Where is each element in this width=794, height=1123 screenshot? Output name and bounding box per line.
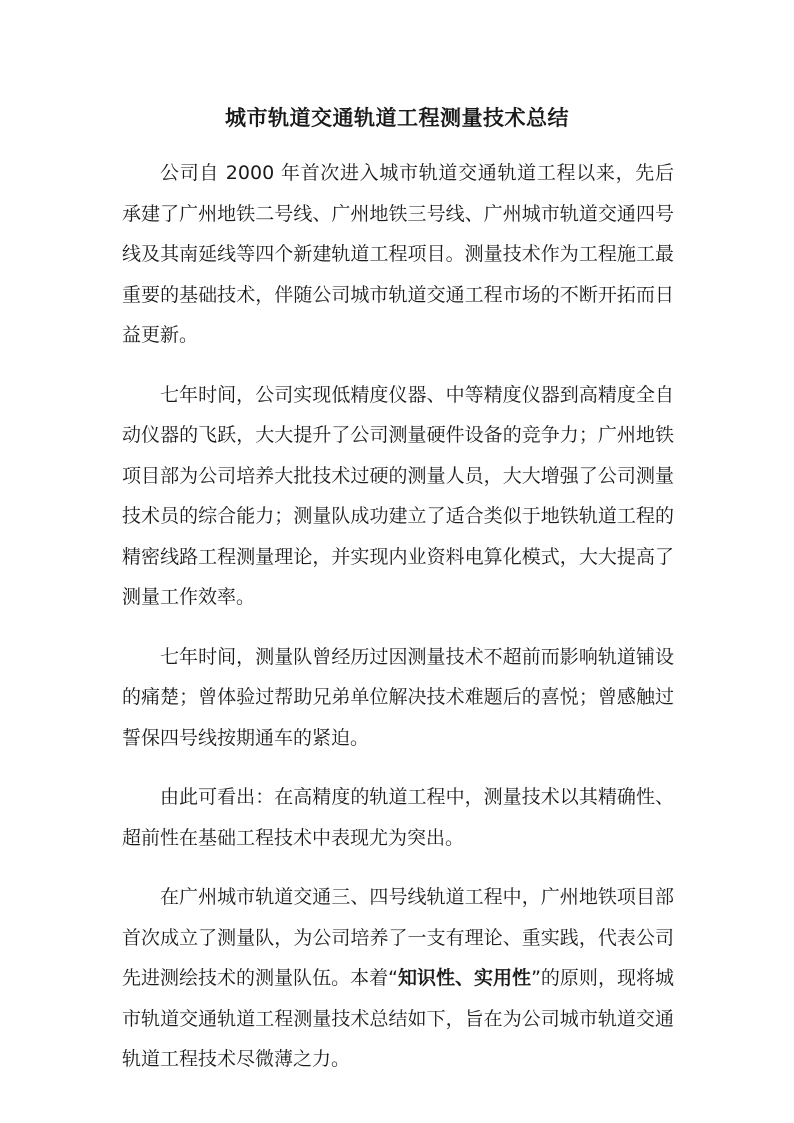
paragraph-intro: 公司自 2000 年首次进入城市轨道交通轨道工程以来，先后承建了广州地铁二号线、广州地铁三号线、广州城市轨道交通四号线及其南延线等四个新建轨道工程项目。测量技术作为工程施工最重要的基础技术，伴随公司城市轨道交通工程市场的不断开拓而日益更新。	[122, 162, 674, 346]
paragraph-purpose	[122, 877, 674, 1080]
paragraph-conclusion: 由此可看出：在高精度的轨道工程中，测量技术以其精确性、超前性在基础工程技术中表现尤为突出。	[122, 786, 674, 849]
close-quote: ”	[531, 967, 541, 989]
paragraph-seven-years-experience: 七年时间，测量队曾经历过因测量技术不超前而影响轨道铺设的痛楚；曾体验过帮助兄弟单位解决技术难题后的喜悦；曾感触过誓保四号线按期通车的紧迫。	[122, 645, 674, 749]
paragraph-purpose-before: 在广州城市轨道交通三、四号线轨道工程中，广州地铁项目部首次成立了测量队，为公司培养了一支有理论、重实践，代表公司先进测绘技术的测量队伍。本着	[122, 886, 674, 989]
paragraph-purpose-after: 的原则，现将城市轨道交通轨道工程测量技术总结如下，旨在为公司城市轨道交通轨道工程技术尽微薄之力。	[122, 967, 674, 1070]
paragraph-seven-years-progress: 七年时间，公司实现低精度仪器、中等精度仪器到高精度全自动仪器的飞跃，大大提升了公司测量硬件设备的竞争力；广州地铁项目部为公司培养大批技术过硬的测量人员，大大增强了公司测量技术员的综合能力；测量队成功建立了适合类似于地铁轨道工程的精密线路工程测量理论，并实现内业资料电算化模式，大大提高了测量工作效率。	[122, 383, 674, 608]
document-body	[122, 153, 674, 1099]
open-quote: “	[388, 967, 398, 989]
document-title: 城市轨道交通轨道工程测量技术总结	[225, 105, 569, 130]
emphasis-principle: 知识性、实用性	[397, 967, 532, 989]
